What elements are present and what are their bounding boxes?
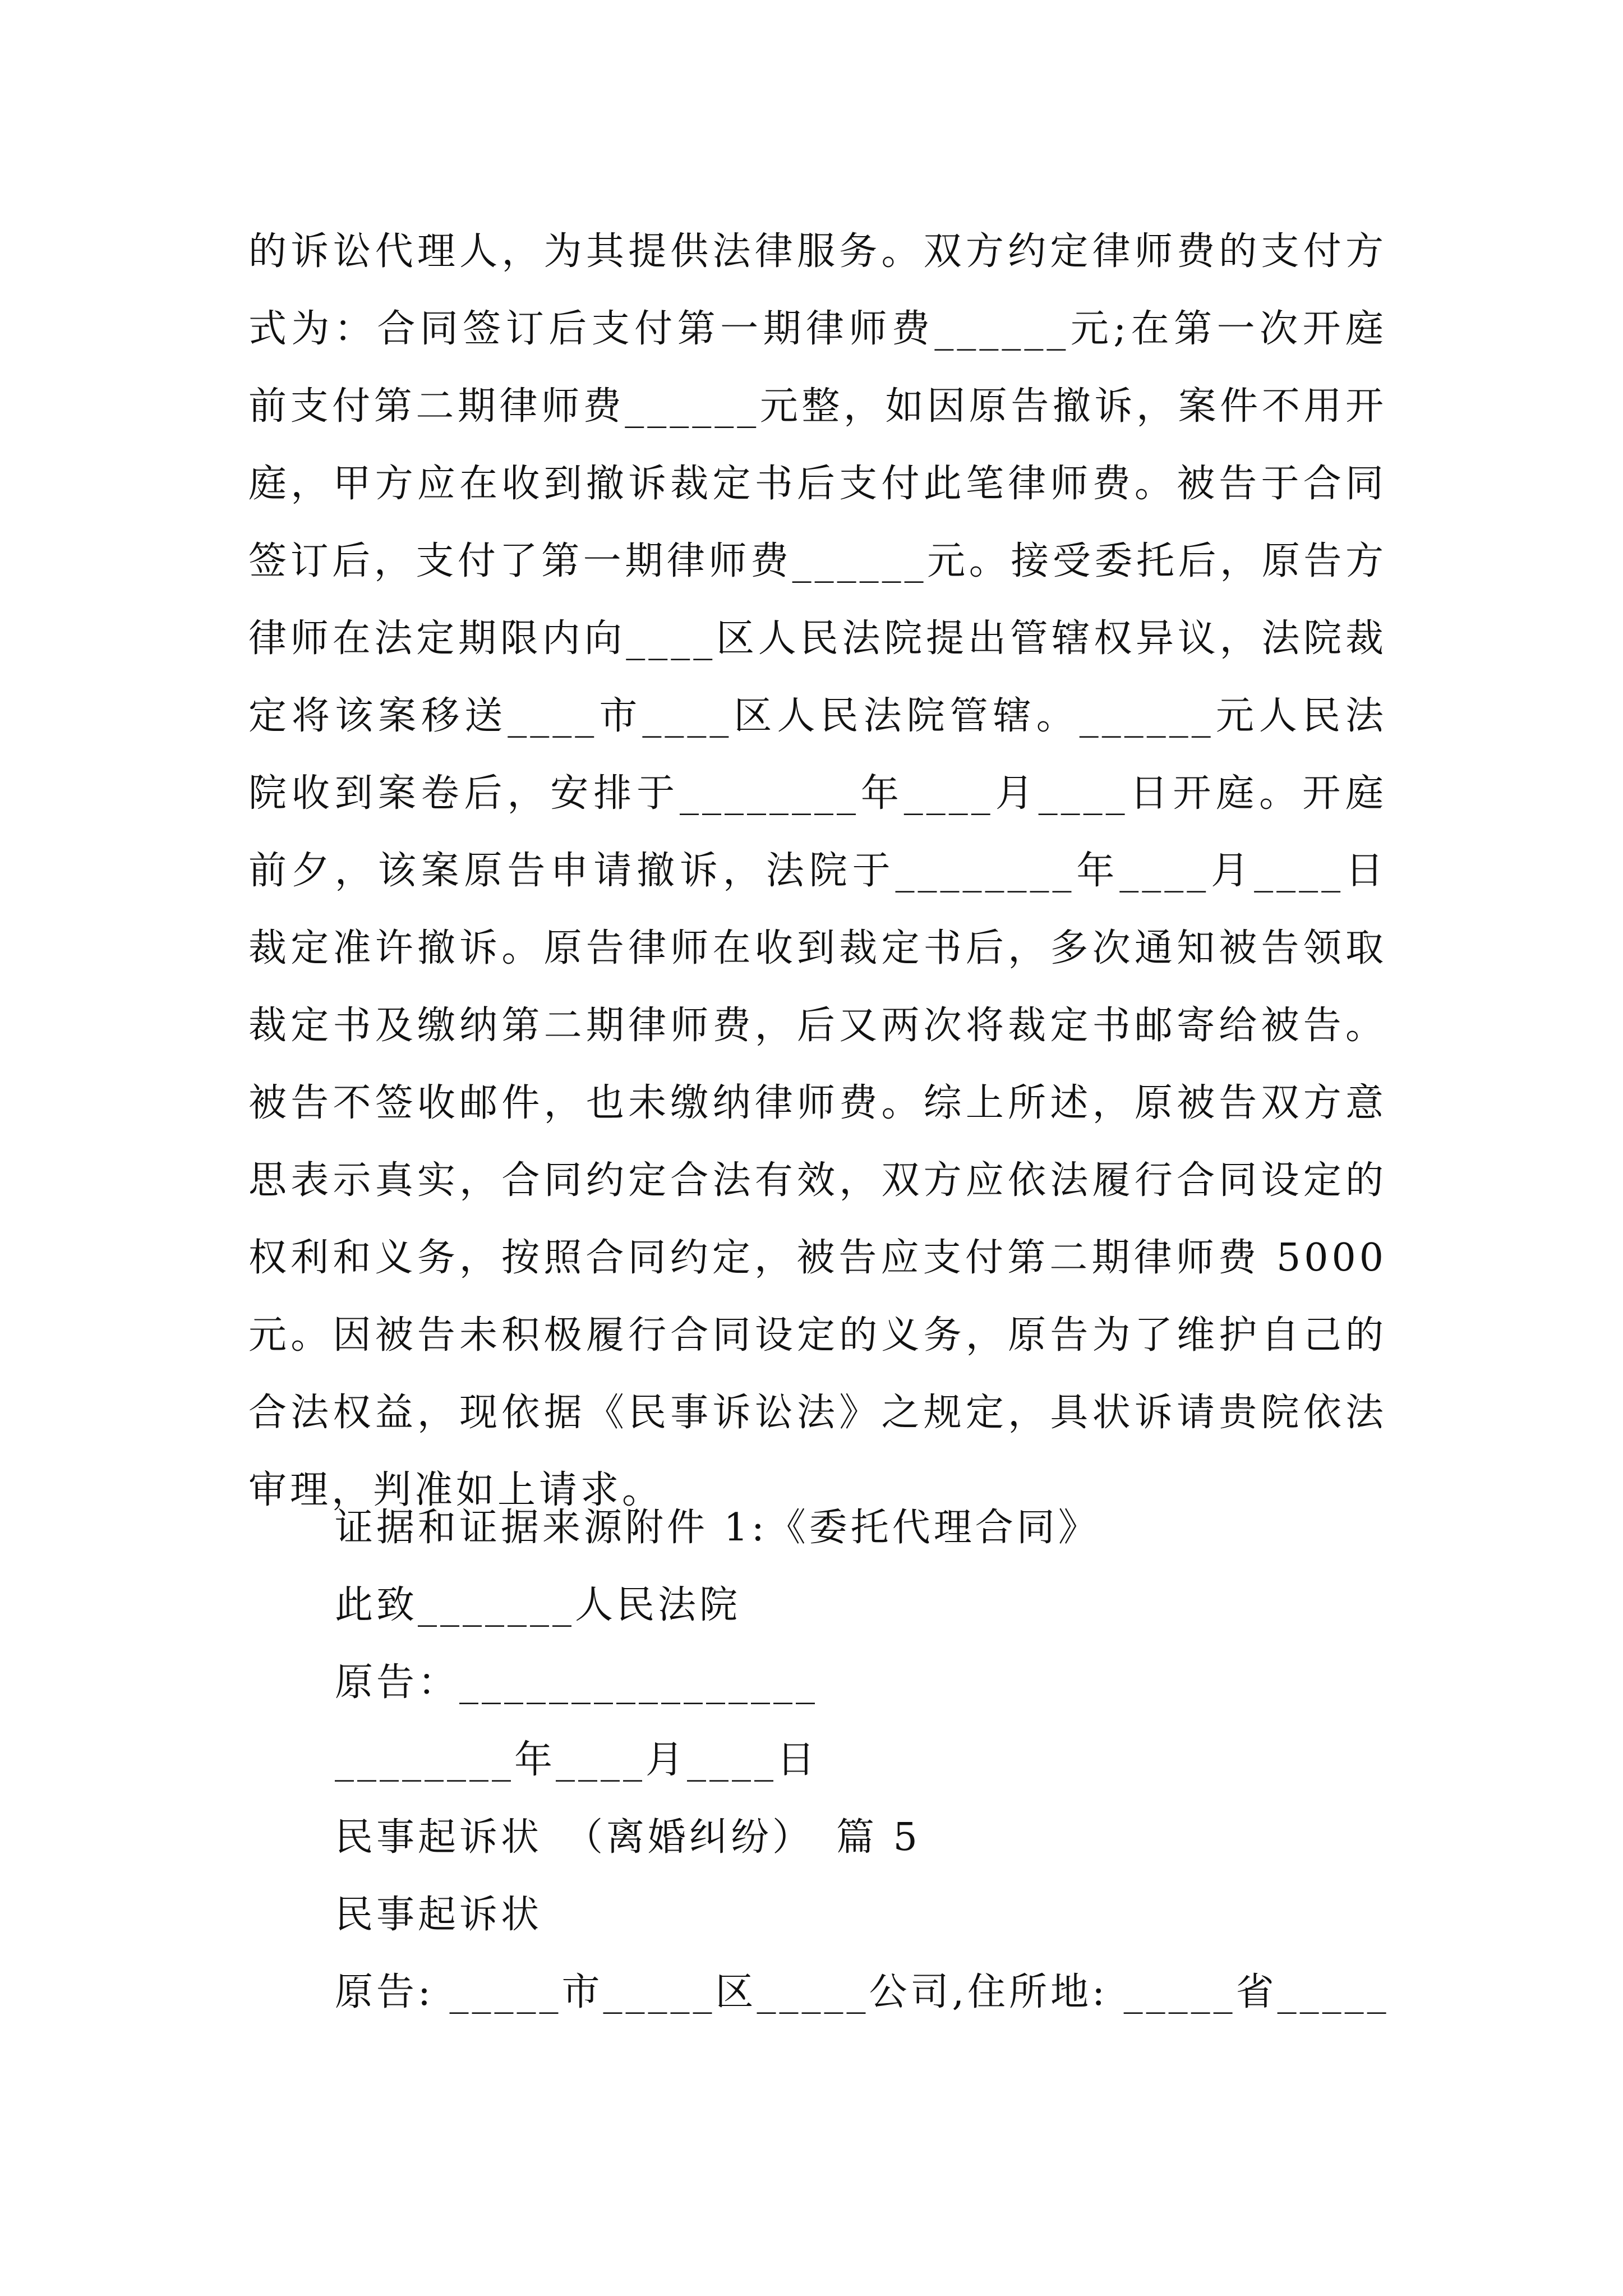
date-line: ________年____月____日 [335, 1738, 819, 1782]
salutation-line: 此致_______人民法院 [335, 1583, 741, 1627]
plaintiff-info-line: 原告: _____市_____区_____公司,住所地: _____省_____ [335, 1970, 1390, 2014]
document-title: 民事起诉状 [335, 1893, 543, 1937]
closing-block [335, 1489, 1400, 2031]
main-paragraph-block [248, 213, 1387, 1529]
main-paragraph: 的诉讼代理人，为其提供法律服务。双方约定律师费的支付方式为：合同签订后支付第一期律师费______元;在第一次开庭前支付第二期律师费______元整，如因原告撤诉，案件不用开庭，甲方应在收到撤诉裁定书后支付此笔律师费。被告于合同签订后，支付了第一期律师费______元。接受委托后，原告方律师在法定期限内向____区人民法院提出管辖权异议，法院裁定将该案移送____市____区人民法院管辖。______元人民法院收到案卷后，安排于________年____月____日开庭。开庭前夕，该案原告申请撤诉，法院于________年____月____日裁定准许撤诉。原告律师在收到裁定书后，多次通知被告领取裁定书及缴纳第二期律师费，后又两次将裁定书邮寄给被告。被告不签收邮件，也未缴纳律师费。综上所述，原被告双方意思表示真实，合同约定合法有效，双方应依法履行合同设定的权利和义务，按照合同约定，被告应支付第二期律师费 5000 元。因被告未积极履行合同设定的义务，原告为了维护自己的合法权益，现依据《民事诉讼法》之规定，具状诉请贵院依法审理，判准如上请求。 [248, 229, 1387, 1512]
plaintiff-signature-line: 原告：________________ [335, 1660, 819, 1705]
section-title: 民事起诉状 （离婚纠纷） 篇 5 [335, 1815, 921, 1860]
evidence-line: 证据和证据来源附件 1:《委托代理合同》 [335, 1506, 1100, 1550]
